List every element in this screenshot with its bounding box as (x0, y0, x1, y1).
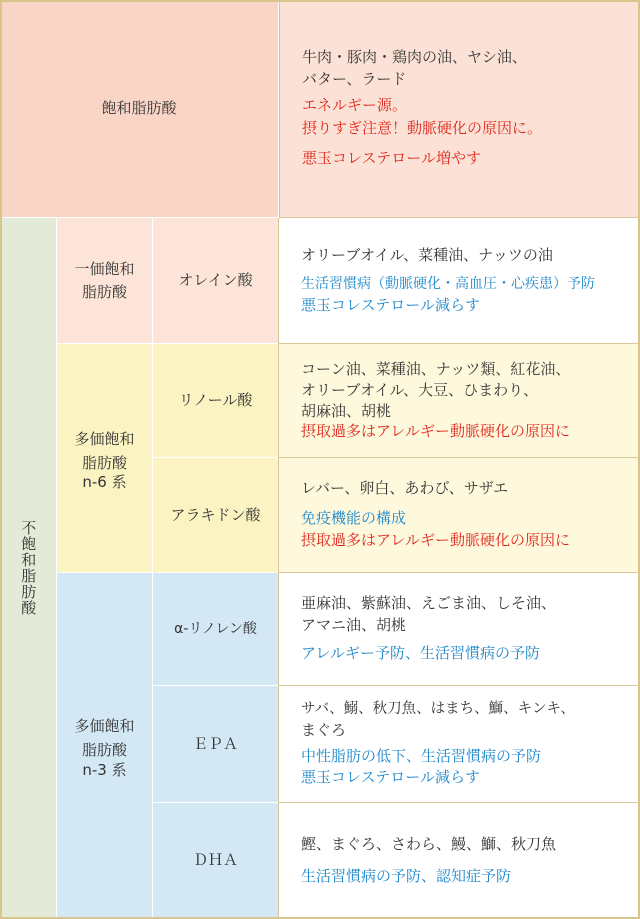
unsaturated-label: 不飽和脂肪酸 (19, 520, 38, 616)
linoleic-foods-line2: オリーブオイル、大豆、ひまわり、 (301, 380, 539, 399)
mono-foods: オリーブオイル、菜種油、ナッツの油 (301, 245, 553, 264)
arachidonic-note-immune: 免疫機能の構成 (301, 509, 407, 528)
epa-foods (301, 699, 634, 742)
n3-group-cell (57, 573, 153, 919)
saturated-foods-line1: 牛肉・豚肉・鶏肉の油、ヤシ油、 (302, 48, 527, 67)
n6-label-line2: 脂肪酸 (81, 453, 127, 472)
n6-acid-cell-arachidonic (153, 458, 279, 573)
mono-label-line1: 一価飽和 (74, 260, 135, 278)
epa-note-triglyceride: 中性脂肪の低下、生活習慣病の予防 (301, 746, 542, 765)
n6-label-line1: 多価飽和 (74, 429, 135, 448)
linoleic-foods-line3: 胡麻油、胡桃 (301, 401, 392, 420)
alpha-linolenic-foods-line2: アマニ油、胡桃 (301, 616, 407, 635)
n6-group-cell (57, 344, 153, 573)
saturated-note-caution: 摂りすぎ注意！動脈硬化の原因に。 (302, 119, 543, 138)
n3-desc-cell-alpha-linolenic (279, 573, 640, 686)
arachidonic-note-excess: 摂取過多はアレルギー動脈硬化の原因に (301, 530, 571, 549)
n3-label-line1: 多価飽和 (74, 717, 135, 735)
n6-desc-cell-linoleic (279, 344, 640, 458)
arachidonic-foods: レバー、卵白、あわび、サザエ (301, 479, 509, 498)
acid-arachidonic: アラキドン酸 (170, 505, 261, 524)
dha-note: 生活習慣病の予防、認知症予防 (301, 867, 512, 885)
alpha-linolenic-foods-line1: 亜麻油、紫蘇油、えごま油、しそ油、 (301, 594, 557, 613)
n6-desc-cell-arachidonic (279, 458, 640, 573)
acid-dha: ＤＨＡ (192, 851, 238, 870)
alpha-linolenic-note: アレルギー予防、生活習慣病の予防 (301, 643, 541, 662)
n3-desc-cell-dha (279, 803, 640, 919)
n3-acid-cell-alpha-linolenic (153, 573, 279, 686)
mono-acid-cell (153, 218, 279, 344)
acid-oleic: オレイン酸 (178, 271, 253, 290)
linoleic-note: 摂取過多はアレルギー動脈硬化の原因に (301, 422, 571, 441)
n6-label-line3: n-6 系 (82, 473, 127, 491)
epa-note-cholesterol: 悪玉コレステロール減らす (301, 768, 480, 787)
acid-linoleic: リノール酸 (178, 391, 253, 410)
saturated-note-energy: エネルギー源。 (302, 95, 408, 114)
alpha-linolenic-foods (301, 593, 634, 637)
mono-group-cell (57, 218, 153, 344)
linoleic-foods-line1: コーン油、菜種油、ナッツ類、紅花油、 (301, 360, 571, 379)
saturated-foods (302, 47, 634, 91)
saturated-desc-cell (279, 0, 640, 218)
grid-line-desc-left (278, 218, 279, 919)
n3-label-line2: 脂肪酸 (81, 741, 127, 759)
saturated-label: 飽和脂肪酸 (101, 99, 177, 118)
n6-acid-cell-linoleic (153, 344, 279, 458)
mono-label-line2: 脂肪酸 (81, 282, 127, 301)
saturated-label-cell (0, 0, 279, 218)
grid-line-acid-left (152, 218, 153, 919)
mono-note-cholesterol: 悪玉コレステロール減らす (301, 295, 480, 314)
saturated-note-cholesterol: 悪玉コレステロール増やす (302, 149, 481, 168)
n3-label-line3: n-3 系 (82, 760, 127, 779)
saturated-foods-line2: バター、ラード (302, 69, 407, 88)
unsaturated-label-cell (0, 218, 57, 919)
mono-desc-cell (279, 218, 640, 344)
dha-foods: 鰹、まぐろ、さわら、鰻、鰤、秋刀魚 (301, 835, 557, 854)
n3-desc-cell-epa (279, 686, 640, 803)
acid-alpha-linolenic: α‐リノレン酸 (174, 620, 257, 637)
epa-foods-line2: まぐろ (301, 720, 347, 739)
mono-note-prevention: 生活習慣病（動脈硬化・高血圧・心疾患）予防 (301, 276, 595, 293)
epa-foods-line1: サバ、鰯、秋刀魚、はまち、鰤、キンキ、 (301, 700, 575, 717)
n3-acid-cell-dha (153, 803, 279, 919)
acid-epa: ＥＰＡ (192, 734, 238, 753)
n3-acid-cell-epa (153, 686, 279, 803)
